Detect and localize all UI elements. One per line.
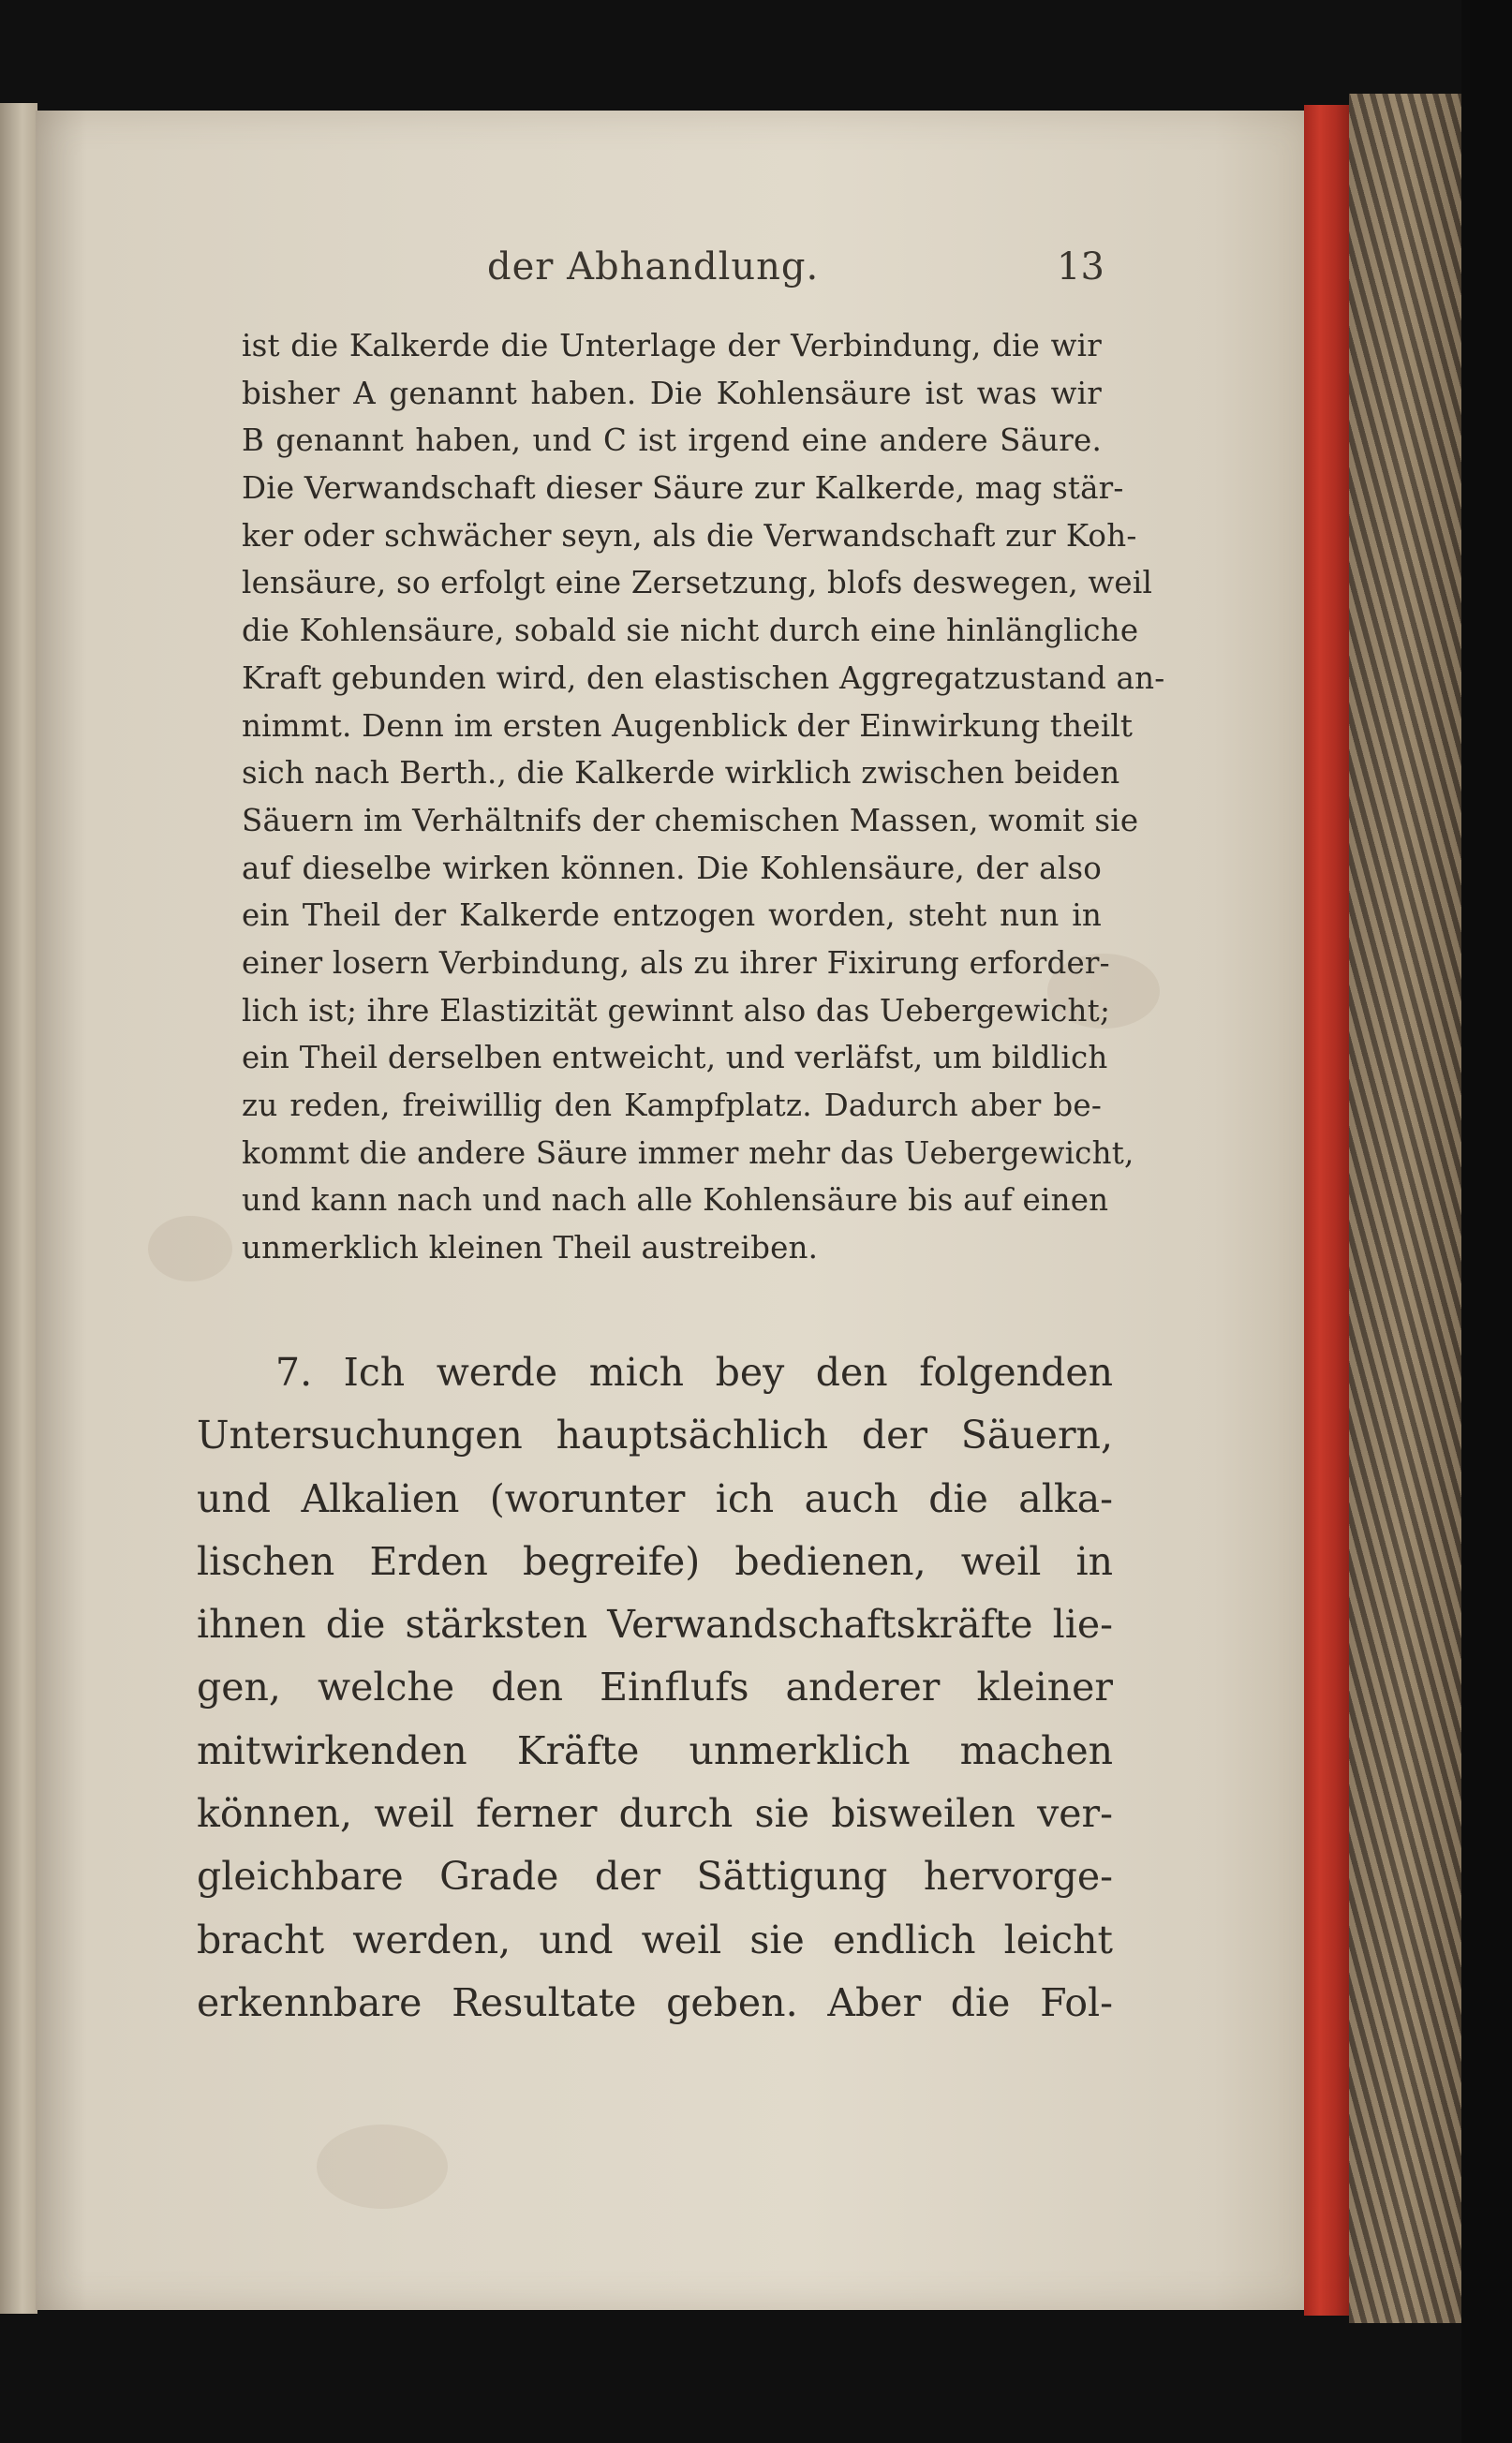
paragraph-7 — [197, 1341, 1113, 2035]
text-line: lischen Erden begreife) bedienen, weil in — [197, 1538, 1113, 1584]
adjacent-page-edge — [0, 103, 37, 2314]
page-number: 13 — [1057, 245, 1104, 289]
text-line: unmerklich kleinen Theil austreiben. — [242, 1230, 819, 1266]
text-line: mitwirkenden Kräfte unmerklich machen — [197, 1727, 1113, 1773]
paragraph-6-continuation — [242, 322, 1165, 1272]
text-line: erkennbare Resultate geben. Aber die Fol- — [197, 1979, 1113, 2025]
text-line: und Alkalien (worunter ich auch die alka- — [197, 1475, 1113, 1521]
text-line: Säuern im Verhältnifs der chemischen Massen, womit sie — [242, 802, 1139, 838]
text-line: gen, welche den Einflufs anderer kleiner — [197, 1665, 1113, 1710]
text-line: die Kohlensäure, sobald sie nicht durch eine hinlängliche — [242, 613, 1139, 649]
text-line: nimmt. Denn im ersten Augenblick der Einwirkung theilt — [242, 707, 1134, 744]
text-line: einer losern Verbindung, als zu ihrer Fixirung erforder- — [242, 944, 1110, 981]
text-line: und kann nach und nach alle Kohlensäure bis auf einen — [242, 1182, 1109, 1219]
text-line: können, weil ferner durch sie bisweilen ver- — [197, 1791, 1113, 1837]
text-line: B genannt haben, und C ist irgend eine andere Säure. — [242, 422, 1102, 459]
text-line: ist die Kalkerde die Unterlage der Verbindung, die wir — [242, 328, 1102, 363]
text-line: ein Theil der Kalkerde entzogen worden, steht nun in — [242, 897, 1102, 934]
running-title: der Abhandlung. — [487, 245, 820, 289]
text-line: ein Theil derselben entweicht, und verläfst, um bildlich — [242, 1040, 1108, 1076]
text-line: bracht werden, und weil sie endlich leicht — [197, 1917, 1113, 1962]
text-line: Kraft gebunden wird, den elastischen Aggregatzustand an- — [242, 659, 1165, 696]
text-line: ker oder schwächer seyn, als die Verwandschaft zur Koh- — [242, 517, 1137, 554]
text-line: 7. Ich werde mich bey den folgenden — [275, 1350, 1113, 1395]
text-line: ihnen die stärksten Verwandschaftskräfte lie- — [197, 1602, 1113, 1648]
text-line: lich ist; ihre Elastizität gewinnt also das Uebergewicht; — [242, 992, 1111, 1029]
red-page-edges — [1304, 105, 1349, 2316]
text-line: lensäure, so erfolgt eine Zersetzung, blofs deswegen, weil — [242, 565, 1153, 601]
text-line: gleichbare Grade der Sättigung hervorge- — [197, 1854, 1113, 1900]
text-line: sich nach Berth., die Kalkerde wirklich zwischen beiden — [242, 755, 1120, 792]
text-line: Die Verwandschaft dieser Säure zur Kalkerde, mag stär- — [242, 470, 1124, 507]
text-line: zu reden, freiwillig den Kampfplatz. Dadurch aber be- — [242, 1088, 1102, 1123]
text-line: auf dieselbe wirken können. Die Kohlensäure, der also — [242, 850, 1102, 886]
text-line: kommt die andere Säure immer mehr das Uebergewicht, — [242, 1134, 1134, 1171]
text-line: Untersuchungen hauptsächlich der Säuern, — [197, 1413, 1113, 1458]
text-line: bisher A genannt haben. Die Kohlensäure ist was wir — [242, 375, 1102, 411]
marbled-cover — [1349, 94, 1461, 2323]
